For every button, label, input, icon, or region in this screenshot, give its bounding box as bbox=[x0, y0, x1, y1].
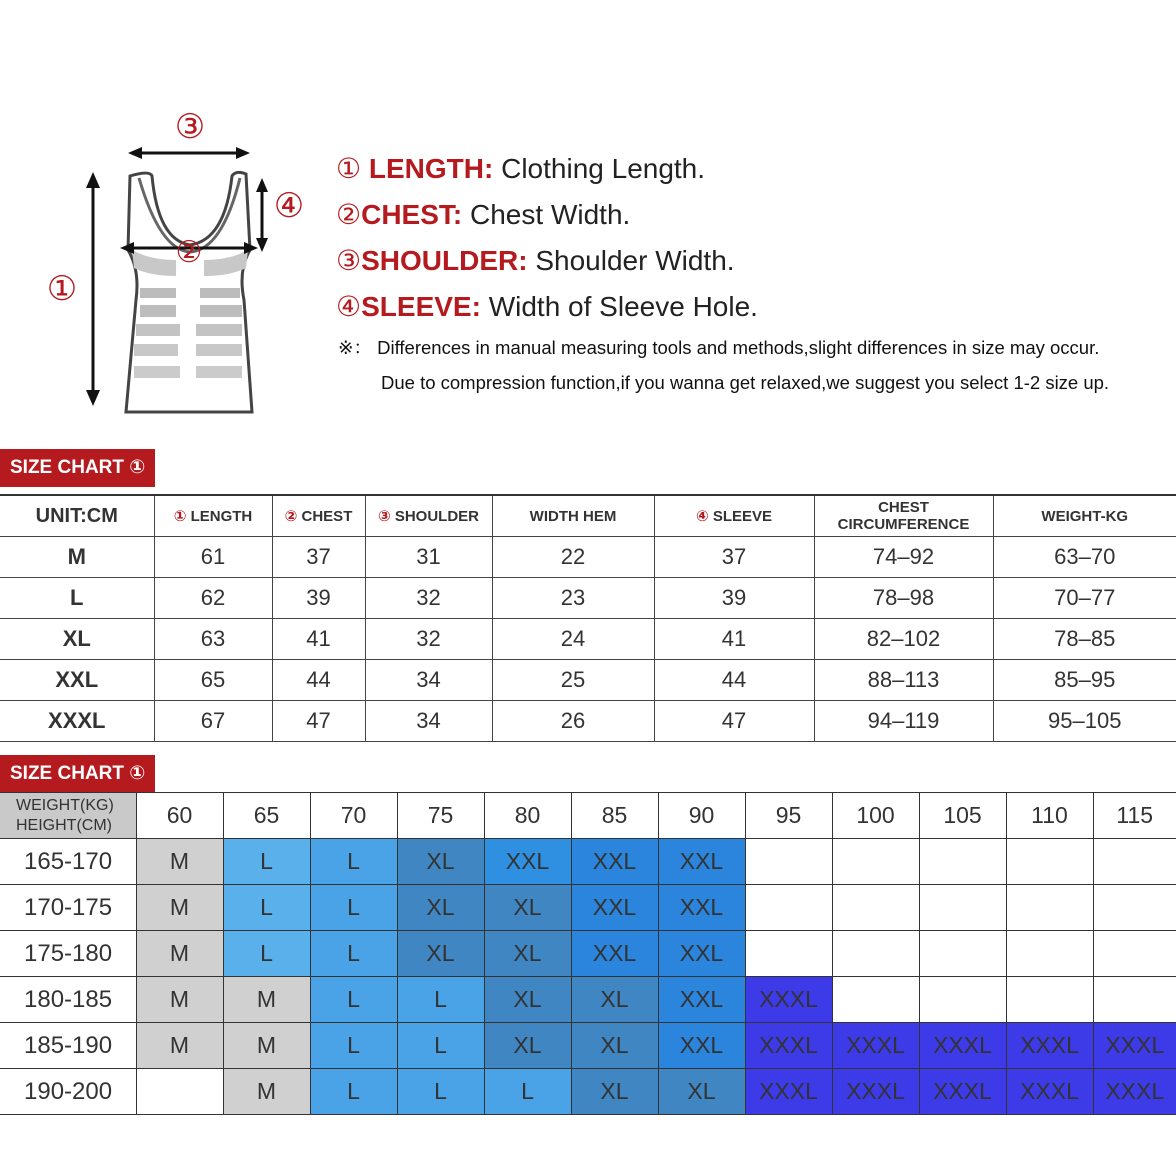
size-recommendation: L bbox=[310, 931, 397, 977]
size-recommendation: L bbox=[397, 1023, 484, 1069]
height-row bbox=[0, 1023, 1176, 1069]
size-value: 85–95 bbox=[993, 660, 1176, 701]
size-recommendation: M bbox=[223, 977, 310, 1023]
size-recommendation: XL bbox=[571, 977, 658, 1023]
size-recommendation: L bbox=[397, 1069, 484, 1115]
size-recommendation bbox=[1006, 931, 1093, 977]
size-recommendation: L bbox=[310, 1023, 397, 1069]
weight-header-row bbox=[0, 793, 1176, 839]
size-recommendation: XXL bbox=[571, 839, 658, 885]
size-recommendation bbox=[1093, 885, 1176, 931]
size-row bbox=[0, 660, 1176, 701]
note-measuring: ※： Differences in manual measuring tools and methods,slight differences in size may occur. bbox=[338, 337, 1100, 358]
header-unit: UNIT:CM bbox=[0, 495, 154, 537]
marker-length: ① bbox=[46, 269, 78, 309]
size-value: 34 bbox=[365, 660, 492, 701]
height-row bbox=[0, 931, 1176, 977]
height-row bbox=[0, 885, 1176, 931]
size-recommendation: L bbox=[223, 931, 310, 977]
size-value: 25 bbox=[492, 660, 654, 701]
size-recommendation: XL bbox=[397, 931, 484, 977]
size-table bbox=[0, 494, 1176, 742]
size-value: 32 bbox=[365, 619, 492, 660]
height-row bbox=[0, 839, 1176, 885]
size-recommendation: M bbox=[136, 839, 223, 885]
size-value: 78–85 bbox=[993, 619, 1176, 660]
size-table-header bbox=[0, 495, 1176, 537]
size-recommendation: M bbox=[136, 977, 223, 1023]
size-value: 63 bbox=[154, 619, 272, 660]
size-recommendation: XXL bbox=[658, 1023, 745, 1069]
size-recommendation: L bbox=[223, 839, 310, 885]
size-recommendation: L bbox=[397, 977, 484, 1023]
size-recommendation: M bbox=[136, 885, 223, 931]
size-value: 65 bbox=[154, 660, 272, 701]
size-value: 78–98 bbox=[814, 578, 993, 619]
weight-header: 65 bbox=[223, 793, 310, 839]
header-width-hem: WIDTH HEM bbox=[492, 495, 654, 537]
size-recommendation bbox=[136, 1069, 223, 1115]
weight-header: 100 bbox=[832, 793, 919, 839]
size-recommendation: XXL bbox=[658, 977, 745, 1023]
size-recommendation: M bbox=[136, 1023, 223, 1069]
size-row bbox=[0, 701, 1176, 742]
height-label: 175-180 bbox=[0, 931, 136, 977]
weight-header: 115 bbox=[1093, 793, 1176, 839]
size-recommendation: XL bbox=[397, 839, 484, 885]
size-value: 47 bbox=[654, 701, 814, 742]
size-value: 82–102 bbox=[814, 619, 993, 660]
size-recommendation: XL bbox=[484, 977, 571, 1023]
size-recommendation: XXL bbox=[571, 885, 658, 931]
header-length: ① LENGTH bbox=[154, 495, 272, 537]
size-chart-banner-2: SIZE CHART ① bbox=[0, 755, 155, 793]
size-recommendation: M bbox=[223, 1023, 310, 1069]
weight-header: 75 bbox=[397, 793, 484, 839]
size-recommendation: XXL bbox=[658, 931, 745, 977]
size-value: 22 bbox=[492, 537, 654, 578]
size-recommendation: XXXL bbox=[1006, 1069, 1093, 1115]
size-recommendation: XL bbox=[397, 885, 484, 931]
size-recommendation bbox=[1006, 839, 1093, 885]
legend-chest: ②CHEST: Chest Width. bbox=[336, 199, 631, 230]
size-value: 32 bbox=[365, 578, 492, 619]
weight-header: 110 bbox=[1006, 793, 1093, 839]
size-recommendation bbox=[919, 839, 1006, 885]
size-recommendation bbox=[832, 885, 919, 931]
weight-header: 85 bbox=[571, 793, 658, 839]
size-label: XL bbox=[0, 619, 154, 660]
size-value: 47 bbox=[272, 701, 365, 742]
size-recommendation bbox=[832, 839, 919, 885]
height-row bbox=[0, 977, 1176, 1023]
size-recommendation: M bbox=[223, 1069, 310, 1115]
size-recommendation: XXXL bbox=[832, 1069, 919, 1115]
header-shoulder: ③ SHOULDER bbox=[365, 495, 492, 537]
size-recommendation bbox=[832, 977, 919, 1023]
size-recommendation: L bbox=[310, 977, 397, 1023]
size-recommendation bbox=[919, 931, 1006, 977]
size-recommendation: L bbox=[484, 1069, 571, 1115]
size-value: 41 bbox=[272, 619, 365, 660]
weight-header: 70 bbox=[310, 793, 397, 839]
height-label: 165-170 bbox=[0, 839, 136, 885]
header-sleeve: ④ SLEEVE bbox=[654, 495, 814, 537]
header-chest-circumference: CHEST CIRCUMFERENCE bbox=[814, 495, 993, 537]
weight-header: 90 bbox=[658, 793, 745, 839]
weight-height-table bbox=[0, 792, 1176, 1115]
size-row bbox=[0, 537, 1176, 578]
size-recommendation bbox=[745, 931, 832, 977]
size-recommendation: XXL bbox=[658, 885, 745, 931]
size-recommendation: XXXL bbox=[832, 1023, 919, 1069]
size-recommendation: XXXL bbox=[1093, 1023, 1176, 1069]
size-recommendation: XL bbox=[484, 1023, 571, 1069]
size-value: 39 bbox=[272, 578, 365, 619]
size-label: XXXL bbox=[0, 701, 154, 742]
size-value: 39 bbox=[654, 578, 814, 619]
size-value: 37 bbox=[654, 537, 814, 578]
size-value: 74–92 bbox=[814, 537, 993, 578]
size-value: 63–70 bbox=[993, 537, 1176, 578]
size-value: 26 bbox=[492, 701, 654, 742]
size-value: 61 bbox=[154, 537, 272, 578]
marker-chest: ② bbox=[175, 235, 203, 270]
corner-cell: WEIGHT(KG) HEIGHT(CM) bbox=[0, 793, 136, 839]
height-label: 170-175 bbox=[0, 885, 136, 931]
size-recommendation: L bbox=[223, 885, 310, 931]
height-label: 190-200 bbox=[0, 1069, 136, 1115]
size-recommendation bbox=[1093, 977, 1176, 1023]
size-recommendation bbox=[919, 885, 1006, 931]
size-value: 37 bbox=[272, 537, 365, 578]
size-recommendation: XXXL bbox=[919, 1069, 1006, 1115]
marker-sleeve: ④ bbox=[273, 186, 305, 226]
size-value: 41 bbox=[654, 619, 814, 660]
marker-shoulder: ③ bbox=[174, 107, 206, 147]
header-chest: ② CHEST bbox=[272, 495, 365, 537]
size-value: 94–119 bbox=[814, 701, 993, 742]
size-recommendation: XL bbox=[571, 1023, 658, 1069]
size-label: L bbox=[0, 578, 154, 619]
size-recommendation: L bbox=[310, 1069, 397, 1115]
height-label: 180-185 bbox=[0, 977, 136, 1023]
size-row bbox=[0, 578, 1176, 619]
size-value: 31 bbox=[365, 537, 492, 578]
weight-header: 80 bbox=[484, 793, 571, 839]
size-recommendation: L bbox=[310, 839, 397, 885]
size-recommendation bbox=[1006, 885, 1093, 931]
size-recommendation bbox=[1093, 839, 1176, 885]
size-label: M bbox=[0, 537, 154, 578]
size-recommendation: XXXL bbox=[745, 1023, 832, 1069]
size-label: XXL bbox=[0, 660, 154, 701]
measurement-legend bbox=[336, 146, 1156, 330]
size-value: 62 bbox=[154, 578, 272, 619]
size-recommendation bbox=[745, 839, 832, 885]
tank-top-illustration bbox=[0, 100, 330, 430]
size-recommendation: XXL bbox=[658, 839, 745, 885]
size-recommendation: M bbox=[136, 931, 223, 977]
weight-header: 60 bbox=[136, 793, 223, 839]
legend-sleeve: ④SLEEVE: Width of Sleeve Hole. bbox=[336, 291, 758, 322]
size-recommendation bbox=[919, 977, 1006, 1023]
size-recommendation: XXL bbox=[484, 839, 571, 885]
size-recommendation: L bbox=[310, 885, 397, 931]
size-chart-banner: SIZE CHART ① bbox=[0, 449, 155, 487]
size-recommendation bbox=[745, 885, 832, 931]
size-value: 67 bbox=[154, 701, 272, 742]
size-recommendation: XXXL bbox=[1006, 1023, 1093, 1069]
garment-diagram bbox=[0, 100, 330, 430]
size-value: 24 bbox=[492, 619, 654, 660]
size-recommendation bbox=[1093, 931, 1176, 977]
size-recommendation: XXXL bbox=[745, 1069, 832, 1115]
size-recommendation: XL bbox=[484, 885, 571, 931]
legend-shoulder: ③SHOULDER: Shoulder Width. bbox=[336, 245, 735, 276]
weight-header: 95 bbox=[745, 793, 832, 839]
header-weight: WEIGHT-KG bbox=[993, 495, 1176, 537]
size-recommendation: XL bbox=[571, 1069, 658, 1115]
size-value: 44 bbox=[272, 660, 365, 701]
height-row bbox=[0, 1069, 1176, 1115]
height-label: 185-190 bbox=[0, 1023, 136, 1069]
note-compression: Due to compression function,if you wanna get relaxed,we suggest you select 1-2 size up. bbox=[381, 372, 1110, 393]
size-recommendation bbox=[832, 931, 919, 977]
size-recommendation: XXXL bbox=[1093, 1069, 1176, 1115]
size-value: 95–105 bbox=[993, 701, 1176, 742]
size-recommendation bbox=[1006, 977, 1093, 1023]
size-recommendation: XXXL bbox=[919, 1023, 1006, 1069]
size-value: 34 bbox=[365, 701, 492, 742]
size-value: 44 bbox=[654, 660, 814, 701]
size-recommendation: XXXL bbox=[745, 977, 832, 1023]
legend-length: ① LENGTH: Clothing Length. bbox=[336, 153, 706, 184]
size-recommendation: XXL bbox=[571, 931, 658, 977]
weight-header: 105 bbox=[919, 793, 1006, 839]
size-row bbox=[0, 619, 1176, 660]
size-value: 70–77 bbox=[993, 578, 1176, 619]
size-recommendation: XL bbox=[484, 931, 571, 977]
size-value: 88–113 bbox=[814, 660, 993, 701]
size-recommendation: XL bbox=[658, 1069, 745, 1115]
size-value: 23 bbox=[492, 578, 654, 619]
